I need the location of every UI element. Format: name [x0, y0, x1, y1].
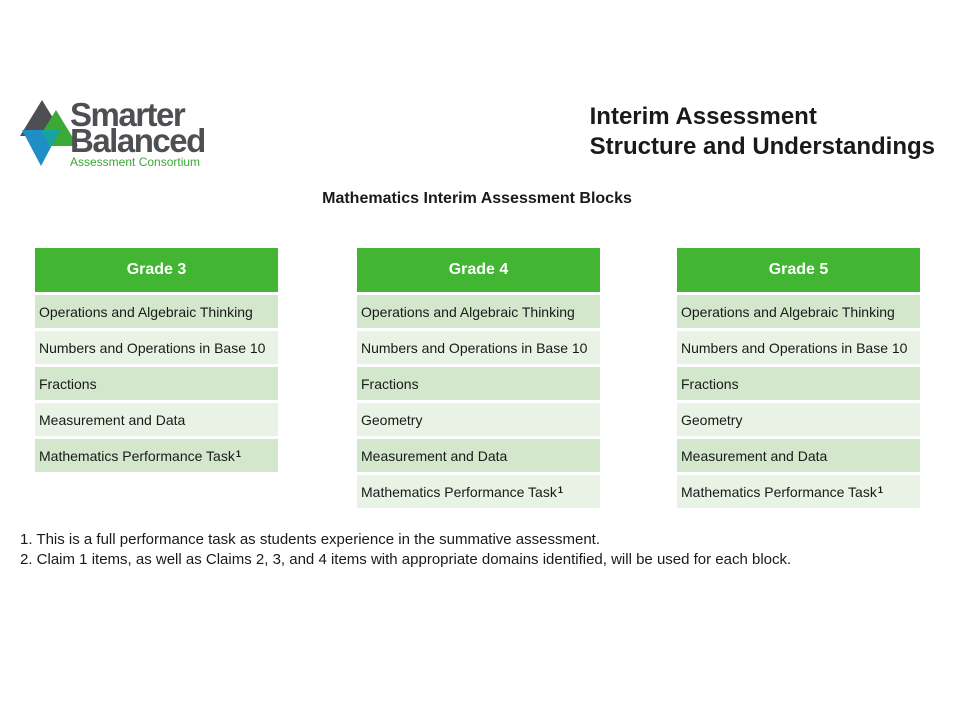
grade-4-table — [357, 248, 600, 508]
block-label: Mathematics Performance Task — [39, 447, 235, 464]
table-row — [357, 403, 600, 436]
footnote-marker: 1 — [877, 484, 883, 495]
block-label: Numbers and Operations in Base 10 — [361, 339, 588, 356]
logo-tagline: Assessment Consortium — [70, 155, 201, 169]
table-row — [677, 367, 920, 400]
grade-5-table — [677, 248, 920, 508]
footnote-2: 2. Claim 1 items, as well as Claims 2, 3, and 4 items with appropriate domains identified, will be used for each block. — [20, 551, 792, 568]
block-label: Mathematics Performance Task — [361, 483, 557, 500]
table-row — [357, 475, 600, 508]
block-label: Operations and Algebraic Thinking — [361, 303, 575, 320]
document-title-line2: Structure and Understandings — [589, 133, 935, 160]
block-label: Numbers and Operations in Base 10 — [39, 339, 266, 356]
smarter-balanced-logo — [20, 98, 230, 172]
block-label: Fractions — [681, 375, 739, 392]
table-row — [35, 331, 278, 364]
table-row — [35, 403, 278, 436]
table-row — [677, 475, 920, 508]
block-label: Geometry — [681, 411, 743, 428]
block-label: Measurement and Data — [681, 447, 828, 464]
table-row — [357, 367, 600, 400]
footnote-1: 1. This is a full performance task as students experience in the summative assessment. — [20, 531, 600, 548]
table-row — [357, 295, 600, 328]
table-row — [677, 439, 920, 472]
table-row — [677, 403, 920, 436]
table-row — [35, 367, 278, 400]
logo-wordmark-line2: Balanced — [70, 122, 205, 159]
grade-5-header: Grade 5 — [677, 248, 920, 292]
block-label: Operations and Algebraic Thinking — [681, 303, 895, 320]
footnote-marker: 1 — [235, 448, 241, 459]
logo-wordmark-line1: Smarter — [70, 96, 185, 133]
block-label: Mathematics Performance Task — [681, 483, 877, 500]
block-label: Fractions — [39, 375, 97, 392]
document-title-line1: Interim Assessment — [589, 103, 817, 130]
section-title: Mathematics Interim Assessment Blocks — [322, 190, 632, 207]
grade-3-table — [35, 248, 278, 472]
table-row — [357, 331, 600, 364]
block-label: Numbers and Operations in Base 10 — [681, 339, 908, 356]
table-row — [35, 439, 278, 472]
block-label: Measurement and Data — [39, 411, 186, 428]
block-label: Geometry — [361, 411, 423, 428]
block-label: Measurement and Data — [361, 447, 508, 464]
table-row — [35, 295, 278, 328]
footnote-marker: 1 — [557, 484, 563, 495]
document-title — [590, 102, 935, 162]
block-label: Operations and Algebraic Thinking — [39, 303, 253, 320]
table-row — [677, 331, 920, 364]
block-label: Fractions — [361, 375, 419, 392]
table-row — [677, 295, 920, 328]
grade-3-header: Grade 3 — [35, 248, 278, 292]
footnotes — [20, 530, 791, 570]
table-row — [357, 439, 600, 472]
grade-4-header: Grade 4 — [357, 248, 600, 292]
